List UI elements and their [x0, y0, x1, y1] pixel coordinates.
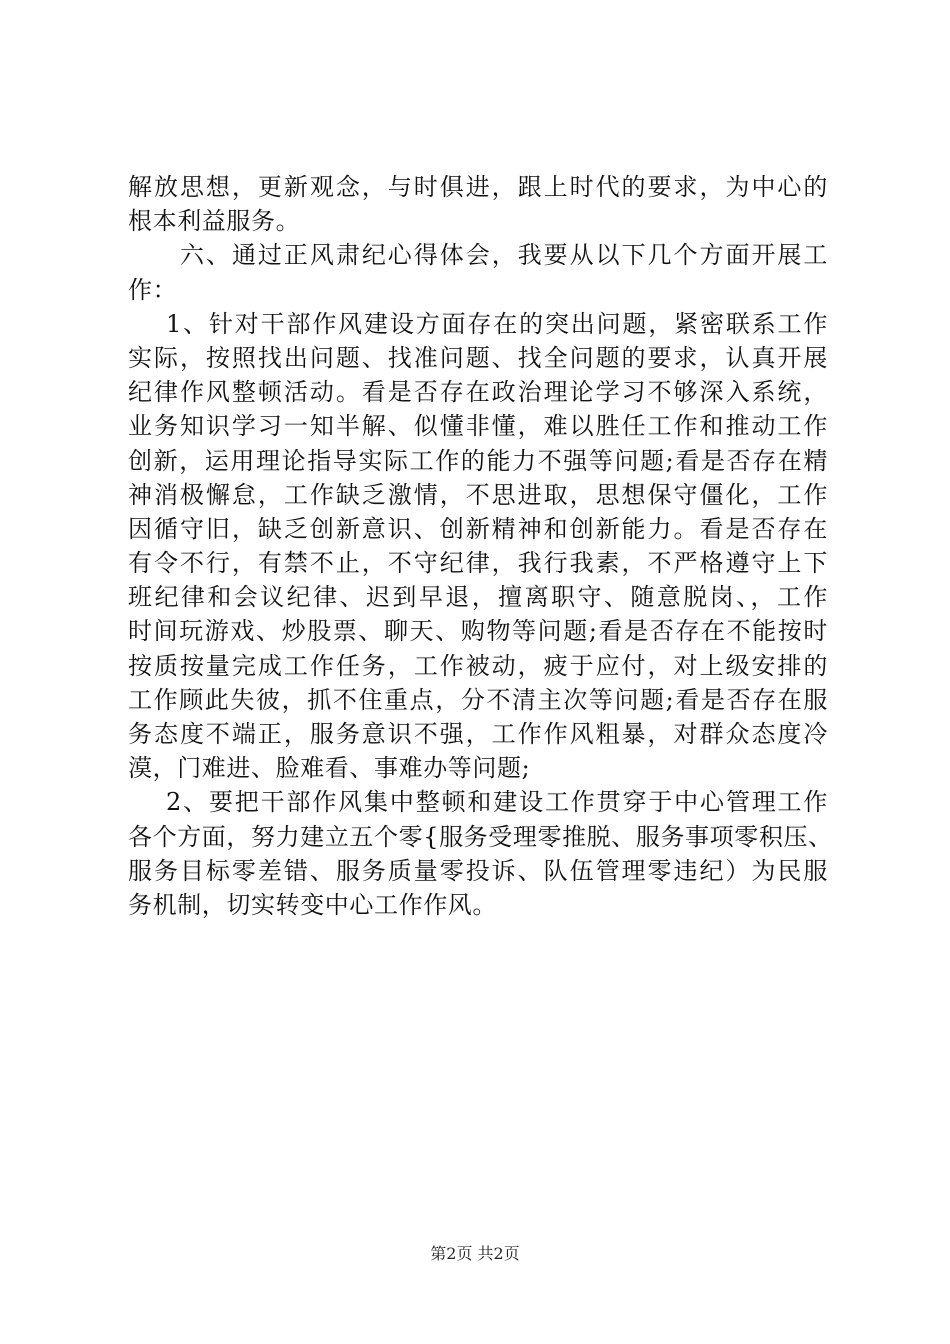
text-line: 因循守旧，缺乏创新意识、创新精神和创新能力。看是否存在 [128, 514, 828, 543]
page-number-footer: 第2页 共2页 [430, 1244, 520, 1263]
text-line: 纪律作风整顿活动。看是否存在政治理论学习不够深入系统， [128, 378, 828, 407]
item-1-first-line: 1、针对干部作风建设方面存在的突出问题，紧密联系工作 [166, 309, 828, 338]
text-line: 实际，按照找出问题、找准问题、找全问题的要求，认真开展 [128, 343, 828, 372]
text-line: 务机制，切实转变中心工作作风。 [128, 890, 497, 919]
section-heading-line: 六、通过正风肃纪心得体会，我要从以下几个方面开展工 [180, 241, 828, 270]
text-line: 时间玩游戏、炒股票、聊天、购物等问题;看是否存在不能按时 [128, 617, 828, 646]
text-line: 有令不行，有禁不止，不守纪律，我行我素，不严格遵守上下 [128, 549, 828, 578]
text-line: 创新，运用理论指导实际工作的能力不强等问题;看是否存在精 [128, 446, 828, 475]
text-line: 解放思想，更新观念，与时俱进，跟上时代的要求，为中心的 [128, 173, 828, 201]
text-line: 各个方面，努力建立五个零{服务受理零推脱、服务事项零积压、 [128, 822, 833, 851]
text-line: 务态度不端正，服务意识不强，工作作风粗暴，对群众态度冷 [128, 720, 828, 748]
text-line: 业务知识学习一知半解、似懂非懂，难以胜任工作和推动工作 [128, 412, 828, 441]
text-line: 根本利益服务。 [128, 207, 301, 236]
text-line: 漠，门难进、脸难看、事难办等问题; [128, 754, 531, 783]
text-line: 按质按量完成工作任务，工作被动，疲于应付，对上级安排的 [128, 651, 828, 680]
text-line: 班纪律和会议纪律、迟到早退，擅离职守、随意脱岗、，工作 [128, 583, 828, 612]
text-line: 神消极懈怠，工作缺乏激情，不思进取，思想保守僵化，工作 [128, 480, 828, 509]
body-text [128, 170, 833, 922]
item-2-first-line: 2、要把干部作风集中整顿和建设工作贯穿于中心管理工作 [166, 788, 828, 817]
text-line: 服务目标零差错、服务质量零投诉、队伍管理零违纪）为民服 [128, 856, 828, 885]
text-line: 作： [128, 275, 178, 304]
text-line: 工作顾此失彼，抓不住重点，分不清主次等问题;看是否存在服 [128, 685, 828, 714]
